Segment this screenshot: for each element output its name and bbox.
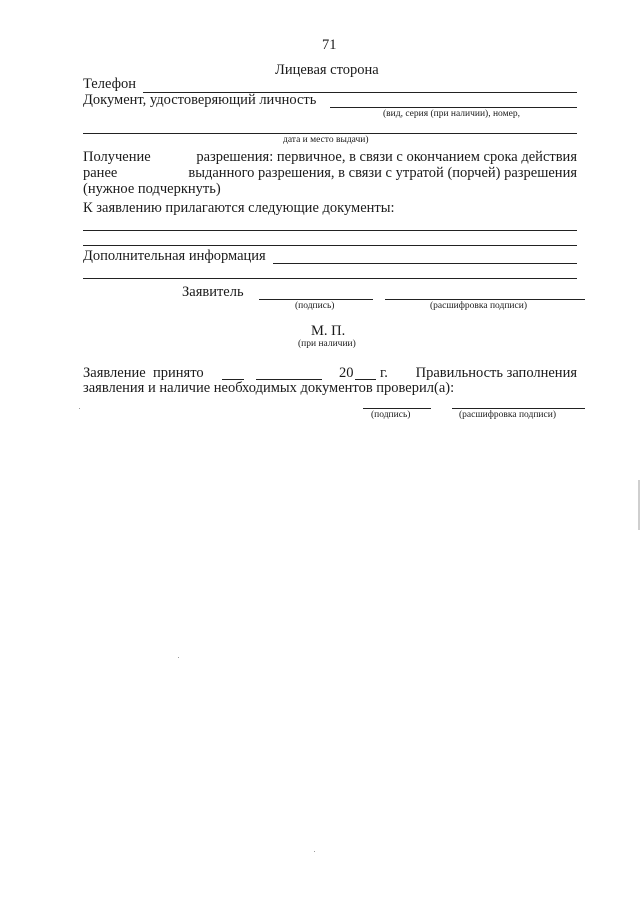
acceptance-line-2: заявления и наличие необходимых документов проверил(а): <box>83 380 455 396</box>
checker-signature-line[interactable] <box>363 408 431 409</box>
seal-label: М. П. <box>311 323 346 339</box>
checker-decoding-hint: (расшифровка подписи) <box>459 410 556 420</box>
id-document-hint: (вид, серия (при наличии), номер, <box>383 109 520 119</box>
applicant-signature-line[interactable] <box>259 299 373 300</box>
acceptance-word-1: Заявление <box>83 365 146 381</box>
id-document-label: Документ, удостоверяющий личность <box>83 92 317 108</box>
permit-line-2-text: выданного разрешения, в связи с утратой (порчей) разрешения <box>188 165 577 181</box>
additional-info-line-2[interactable] <box>83 278 577 279</box>
acceptance-year-prefix: 20 <box>339 365 354 381</box>
seal-hint: (при наличии) <box>298 339 356 349</box>
acceptance-year-suffix: г. <box>380 365 388 381</box>
attachments-line-1[interactable] <box>83 230 577 231</box>
id-document-field-line[interactable] <box>330 107 577 108</box>
issue-field-line[interactable] <box>83 133 577 134</box>
side-title: Лицевая сторона <box>275 62 379 78</box>
acceptance-word-2: принято <box>153 365 204 381</box>
applicant-label: Заявитель <box>182 284 244 300</box>
scan-speck <box>178 657 179 658</box>
permit-line-3: (нужное подчеркнуть) <box>83 181 221 197</box>
page-number: 71 <box>322 37 337 53</box>
checker-signature-hint: (подпись) <box>371 410 411 420</box>
permit-line-1-lead: Получение <box>83 149 151 165</box>
scan-speck <box>314 851 315 852</box>
applicant-signature-hint: (подпись) <box>295 301 335 311</box>
phone-label: Телефон <box>83 76 136 92</box>
applicant-decoding-hint: (расшифровка подписи) <box>430 301 527 311</box>
attachments-label: К заявлению прилагаются следующие документы: <box>83 200 395 216</box>
permit-line-2-lead: ранее <box>83 165 118 181</box>
additional-info-label: Дополнительная информация <box>83 248 266 264</box>
acceptance-rest: Правильность заполнения <box>415 365 577 381</box>
additional-info-line-1[interactable] <box>273 263 577 264</box>
attachments-line-2[interactable] <box>83 245 577 246</box>
checker-decoding-line[interactable] <box>452 408 585 409</box>
issue-hint: дата и место выдачи) <box>283 135 369 145</box>
applicant-decoding-line[interactable] <box>385 299 585 300</box>
scan-speck <box>79 408 80 409</box>
permit-line-1-text: разрешения: первичное, в связи с окончанием срока действия <box>196 149 577 165</box>
